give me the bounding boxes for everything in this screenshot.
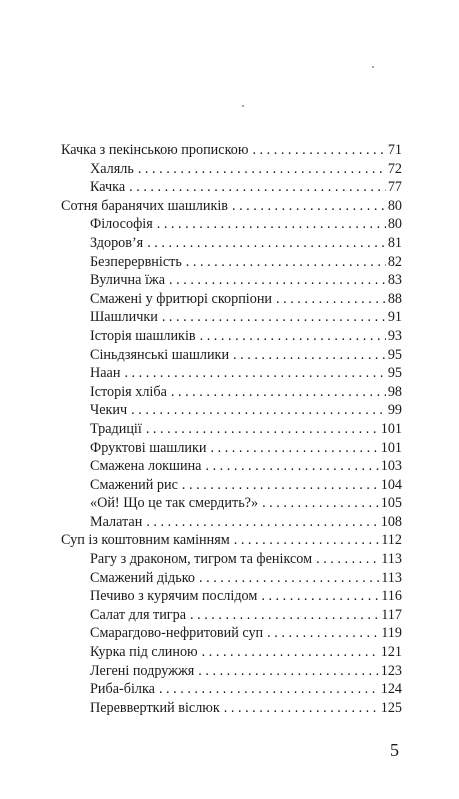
- toc-entry-page: 99: [387, 402, 402, 419]
- dot-leader: [146, 420, 379, 439]
- toc-entry-title: Смарагдово-нефритовий суп: [90, 625, 264, 642]
- toc-entry-title: Смажені у фритюрі скорпіони: [90, 290, 273, 307]
- toc-subentry: [61, 401, 402, 420]
- toc-entry-title: Риба-білка: [90, 681, 155, 698]
- toc-subentry: [61, 643, 402, 662]
- toc-entry-title: Перевверткий віслюк: [90, 699, 220, 716]
- dot-leader: [211, 439, 379, 458]
- toc-subentry: [61, 271, 402, 290]
- toc-entry-title: Курка під слиною: [90, 644, 198, 661]
- toc-entry-page: 103: [380, 458, 402, 475]
- dot-leader: [267, 624, 379, 643]
- toc-subentry: [61, 476, 402, 495]
- toc-entry-title: Історія хліба: [90, 383, 167, 400]
- dot-leader: [232, 197, 386, 216]
- dot-leader: [131, 401, 386, 420]
- dot-leader: [200, 327, 386, 346]
- toc-subentry: [61, 308, 402, 327]
- toc-entry-page: 113: [381, 551, 402, 568]
- dot-leader: [138, 160, 386, 179]
- toc-entry-page: 71: [387, 142, 402, 158]
- dot-leader: [316, 550, 379, 569]
- toc-entry-title: Смажений рис: [90, 476, 178, 493]
- page-number: 5: [390, 740, 399, 760]
- dot-leader: [147, 234, 386, 253]
- toc-entry-title: Шашлички: [90, 309, 158, 326]
- toc-entry-title: Качка: [90, 179, 126, 196]
- toc-subentry: [61, 253, 402, 272]
- dot-leader: [186, 253, 386, 272]
- toc-entry-title: Смажена локшина: [90, 458, 202, 475]
- toc-entry-page: 112: [381, 532, 402, 549]
- toc-entry-page: 81: [387, 234, 402, 251]
- dot-leader: [124, 364, 385, 383]
- dot-leader: [205, 457, 378, 476]
- toc-subentry: [61, 662, 402, 681]
- toc-entry-page: 77: [387, 179, 402, 196]
- toc-chapter: [61, 197, 402, 216]
- toc-entry-page: 117: [381, 606, 402, 623]
- toc-subentry: [61, 290, 402, 309]
- toc-subentry: [61, 513, 402, 532]
- dot-leader: [198, 662, 378, 681]
- toc-chapter: [61, 141, 402, 160]
- toc-entry-page: 125: [380, 699, 402, 716]
- toc-subentry: [61, 606, 402, 625]
- print-speck: [242, 105, 244, 107]
- toc-entry-page: 72: [387, 160, 402, 177]
- dot-leader: [233, 346, 386, 365]
- dot-leader: [262, 494, 379, 513]
- toc-entry-title: Наан: [90, 365, 121, 382]
- toc-entry-page: 116: [381, 588, 402, 605]
- toc-entry-page: 95: [387, 365, 402, 382]
- toc-subentry: [61, 680, 402, 699]
- dot-leader: [202, 643, 379, 662]
- dot-leader: [190, 606, 379, 625]
- toc-entry-page: 105: [380, 495, 402, 512]
- dot-leader: [162, 308, 386, 327]
- toc-entry-page: 80: [387, 197, 402, 214]
- toc-entry-title: Халяль: [90, 160, 134, 177]
- dot-leader: [146, 513, 378, 532]
- toc-entry-title: Здоров’я: [90, 234, 144, 251]
- toc-entry-page: 108: [380, 513, 402, 530]
- toc-entry-title: Сотня баранячих шашликів: [61, 197, 228, 214]
- toc-subentry: [61, 439, 402, 458]
- toc-entry-title: «Ой! Що це так смердить?»: [90, 495, 259, 512]
- toc-entry-title: Безперервність: [90, 253, 182, 270]
- toc-entry-title: Салат для тигра: [90, 606, 187, 623]
- toc-entry-title: Смажений дідько: [90, 569, 195, 586]
- toc-subentry: [61, 457, 402, 476]
- dot-leader: [234, 531, 380, 550]
- toc-subentry: [61, 178, 402, 197]
- toc-entry-title: Качка з пекінською пропискою: [61, 142, 249, 158]
- toc-entry-title: Історія шашликів: [90, 327, 196, 344]
- toc-subentry: [61, 364, 402, 383]
- toc-entry-page: 113: [381, 569, 402, 586]
- toc-subentry: [61, 587, 402, 606]
- toc-subentry: [61, 234, 402, 253]
- toc-subentry: [61, 346, 402, 365]
- toc-subentry: [61, 494, 402, 513]
- toc-subentry: [61, 160, 402, 179]
- toc-entry-page: 91: [387, 309, 402, 326]
- print-speck: [372, 66, 374, 68]
- toc-entry-title: Малатан: [90, 513, 143, 530]
- toc-entry-page: 104: [380, 476, 402, 493]
- toc-entry-page: 83: [387, 272, 402, 289]
- dot-leader: [252, 141, 385, 160]
- toc-entry-title: Легені подружжя: [90, 662, 195, 679]
- dot-leader: [169, 271, 386, 290]
- toc-entry-page: 121: [380, 644, 402, 661]
- toc-entry-page: 101: [380, 420, 402, 437]
- toc-entry-page: 93: [387, 327, 402, 344]
- toc-subentry: [61, 327, 402, 346]
- toc-entry-page: 98: [387, 383, 402, 400]
- dot-leader: [157, 215, 386, 234]
- toc-entry-title: Традиції: [90, 420, 142, 437]
- toc-subentry: [61, 624, 402, 643]
- table-of-contents: [61, 141, 402, 717]
- toc-entry-title: Рагу з драконом, тигром та феніксом: [90, 551, 313, 568]
- toc-entry-page: 123: [380, 662, 402, 679]
- toc-entry-page: 88: [387, 290, 402, 307]
- toc-subentry: [61, 550, 402, 569]
- dot-leader: [171, 383, 386, 402]
- toc-entry-page: 101: [380, 439, 402, 456]
- toc-entry-title: Вулична їжа: [90, 272, 166, 289]
- toc-entry-page: 119: [381, 625, 402, 642]
- dot-leader: [224, 699, 379, 718]
- toc-chapter: [61, 531, 402, 550]
- toc-entry-title: Чекич: [90, 402, 128, 419]
- dot-leader: [182, 476, 379, 495]
- toc-subentry: [61, 420, 402, 439]
- toc-entry-title: Фруктові шашлики: [90, 439, 207, 456]
- toc-entry-title: Суп із коштовним камінням: [61, 532, 230, 549]
- toc-entry-title: Печиво з курячим послідом: [90, 588, 258, 605]
- dot-leader: [199, 569, 379, 588]
- toc-entry-page: 80: [387, 216, 402, 233]
- dot-leader: [159, 680, 379, 699]
- toc-subentry: [61, 383, 402, 402]
- toc-subentry: [61, 569, 402, 588]
- toc-subentry: [61, 215, 402, 234]
- dot-leader: [129, 178, 386, 197]
- dot-leader: [261, 587, 379, 606]
- dot-leader: [276, 290, 386, 309]
- toc-entry-title: Сіньдзянські шашлики: [90, 346, 230, 363]
- toc-entry-title: Філософія: [90, 216, 153, 233]
- toc-entry-page: 82: [387, 253, 402, 270]
- toc-subentry: [61, 699, 402, 718]
- toc-entry-page: 95: [387, 346, 402, 363]
- toc-entry-page: 124: [380, 681, 402, 698]
